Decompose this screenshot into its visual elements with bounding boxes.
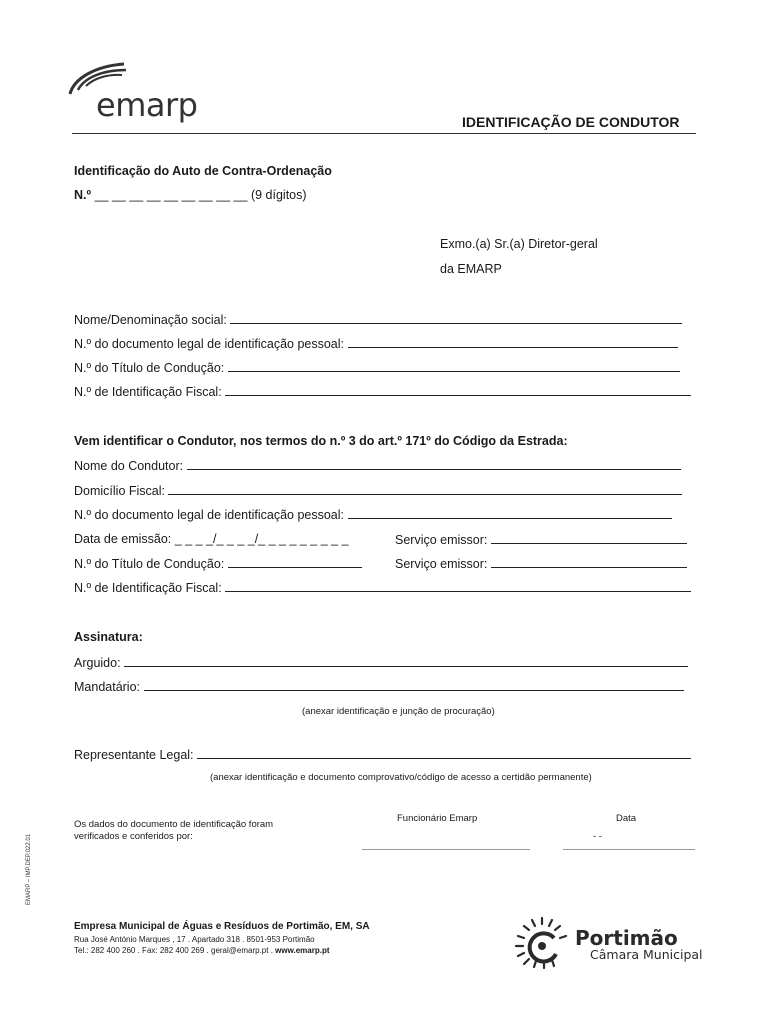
portimao-subtitle: Câmara Municipal xyxy=(590,947,703,962)
owner-id-doc-row xyxy=(74,336,678,351)
page-title: IDENTIFICAÇÃO DE CONDUTOR xyxy=(462,114,680,130)
driver-address-row xyxy=(74,483,682,498)
driver-id-doc-row xyxy=(74,507,672,522)
date-label: Data xyxy=(616,813,637,824)
auto-heading: Identificação do Auto de Contra-Ordenação xyxy=(74,164,332,178)
staff-signature-line[interactable] xyxy=(362,849,530,850)
footer-contact-text: Tel.: 282 400 260 . Fax: 282 400 269 . geral@emarp.pt . xyxy=(74,946,276,955)
driver-name-field[interactable] xyxy=(187,458,681,470)
driver-issuer-label-2: Serviço emissor: xyxy=(395,557,488,571)
date-signature-line[interactable] xyxy=(563,849,695,850)
driver-license-field[interactable] xyxy=(228,556,362,568)
owner-name-label: Nome/Denominação social: xyxy=(74,313,227,327)
auto-number-field[interactable]: __ __ __ __ __ __ __ __ __ xyxy=(94,188,248,202)
owner-license-field[interactable] xyxy=(228,360,680,372)
owner-license-row xyxy=(74,360,680,375)
owner-name-row xyxy=(74,312,682,327)
recipient-line-2: da EMARP xyxy=(440,262,502,276)
mandatario-note: (anexar identificação e junção de procuração) xyxy=(302,706,495,717)
portimao-title: Portimão xyxy=(575,926,678,950)
driver-nif-row xyxy=(74,580,691,595)
driver-nif-field[interactable] xyxy=(225,580,691,592)
owner-nif-row xyxy=(74,384,691,399)
arguido-row xyxy=(74,655,688,670)
owner-name-field[interactable] xyxy=(230,312,682,324)
recipient-line-1: Exmo.(a) Sr.(a) Diretor-geral xyxy=(440,237,598,251)
driver-issue-date-field[interactable]: _ _ _ _/_ _ _ _/_ _ _ _ _ _ _ _ _ xyxy=(174,532,349,546)
footer-contact xyxy=(74,946,330,955)
mandatario-signature-field[interactable] xyxy=(144,679,684,691)
mandatario-row xyxy=(74,679,684,694)
owner-id-doc-field[interactable] xyxy=(348,336,678,348)
footer-website-link[interactable]: www.emarp.pt xyxy=(275,946,330,955)
arguido-signature-field[interactable] xyxy=(124,655,688,667)
auto-digits-note: (9 dígitos) xyxy=(250,188,307,202)
driver-nif-label: N.º de Identificação Fiscal: xyxy=(74,581,222,595)
driver-id-doc-label: N.º do documento legal de identificação pessoal: xyxy=(74,508,345,522)
representante-signature-field[interactable] xyxy=(197,747,691,759)
driver-id-doc-field[interactable] xyxy=(348,507,672,519)
date-separators: - - xyxy=(593,831,602,842)
footer-address: Rua José António Marques , 17 . Apartado 318 . 8501-953 Portimão xyxy=(74,935,315,944)
driver-address-label: Domicílio Fiscal: xyxy=(74,484,165,498)
driver-heading: Vem identificar o Condutor, nos termos do n.º 3 do art.º 171º do Código da Estrada: xyxy=(74,434,568,448)
form-code: EMARP – IMP.DEP.022.01 xyxy=(26,833,32,905)
driver-issuer-row-2 xyxy=(395,556,687,571)
mandatario-label: Mandatário: xyxy=(74,680,141,694)
driver-name-label: Nome do Condutor: xyxy=(74,459,184,473)
signature-heading: Assinatura: xyxy=(74,630,143,644)
driver-issuer-field-2[interactable] xyxy=(491,556,687,568)
driver-issue-date-label: Data de emissão: xyxy=(74,532,172,546)
driver-issuer-field-1[interactable] xyxy=(491,532,687,544)
representante-note: (anexar identificação e documento comprovativo/código de acesso a certidão permanente) xyxy=(210,772,592,783)
driver-issue-date-row xyxy=(74,532,349,546)
driver-address-field[interactable] xyxy=(168,483,682,495)
owner-id-doc-label: N.º do documento legal de identificação pessoal: xyxy=(74,337,345,351)
emarp-logo-text: emarp xyxy=(96,86,198,124)
staff-label: Funcionário Emarp xyxy=(397,813,478,824)
verification-text-2: verificados e conferidos por: xyxy=(74,831,193,842)
driver-license-row xyxy=(74,556,362,571)
representante-label: Representante Legal: xyxy=(74,748,194,762)
header-divider xyxy=(72,133,696,134)
owner-nif-field[interactable] xyxy=(225,384,691,396)
representante-row xyxy=(74,747,691,762)
driver-license-label: N.º do Título de Condução: xyxy=(74,557,225,571)
arguido-label: Arguido: xyxy=(74,656,121,670)
owner-license-label: N.º do Título de Condução: xyxy=(74,361,225,375)
portimao-emblem-icon xyxy=(512,914,572,970)
owner-nif-label: N.º de Identificação Fiscal: xyxy=(74,385,222,399)
footer-company: Empresa Municipal de Águas e Resíduos de Portimão, EM, SA xyxy=(74,921,370,932)
auto-number-row xyxy=(74,188,307,202)
verification-text-1: Os dados do documento de identificação foram xyxy=(74,819,274,830)
driver-issuer-row-1 xyxy=(395,532,687,547)
driver-name-row xyxy=(74,458,681,473)
auto-number-label: N.º xyxy=(74,188,92,202)
driver-issuer-label-1: Serviço emissor: xyxy=(395,533,488,547)
